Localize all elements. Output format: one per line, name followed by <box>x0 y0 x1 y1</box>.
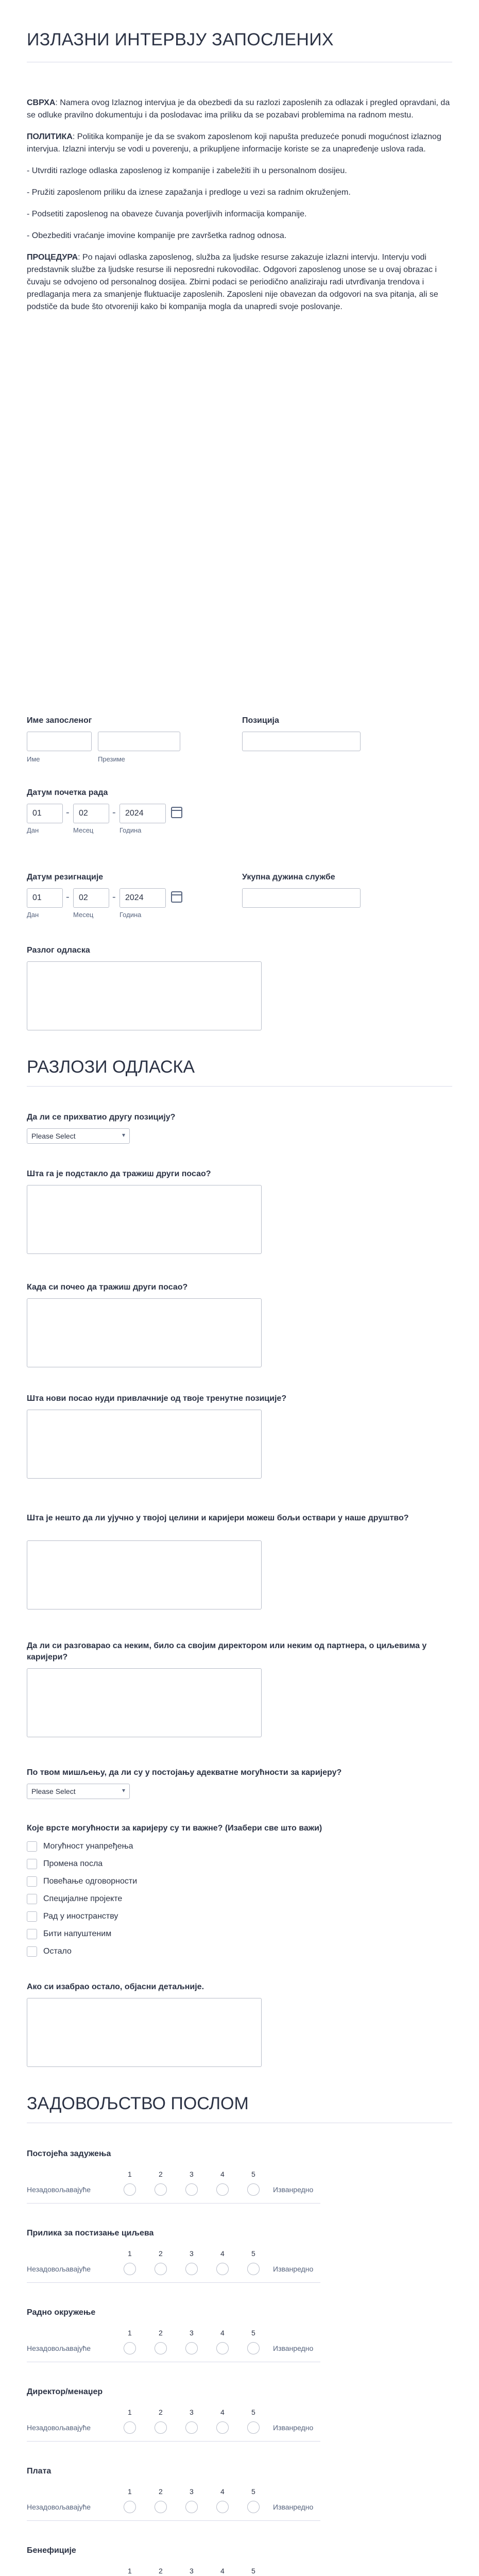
position-label: Позиција <box>242 716 279 725</box>
scale-number: 4 <box>220 2249 225 2258</box>
scale-number: 5 <box>251 2170 255 2178</box>
scale-number: 1 <box>128 2487 132 2496</box>
scale-radio[interactable] <box>185 2183 198 2196</box>
scale-low-label: Незадовољавајуће <box>27 2265 91 2273</box>
calendar-icon[interactable] <box>171 807 182 818</box>
scale-radio[interactable] <box>124 2501 136 2513</box>
scale-radio[interactable] <box>185 2501 198 2513</box>
scale-radio[interactable] <box>185 2263 198 2275</box>
tenure-input[interactable] <box>242 888 361 908</box>
q7-select[interactable]: Please Select ▾ <box>27 1784 130 1799</box>
scale-divider <box>27 2203 320 2204</box>
scale-number: 1 <box>128 2567 132 2575</box>
scale-high-label: Изванредно <box>273 2185 314 2194</box>
intro-text: СВРХА: Namera ovog Izlaznog intervjua je da obezbedi da su razlozi zaposlenih za odlazak i pregled opravdani, da se odluke pravilno dokumentuju i da poslodavac ima priliku da se pozabavi problemima na radnom mestu. ПОЛИТИКА: Politika kompanije je da se svakom zaposlenom koji napušta preduzeće ponudi mogućnost izlaznog intervjua. Izlazni intervju se vodi u poverenju, a prikupljene informacije koriste se za unapređenje uslova rada. - Utvrditi razloge odlaska zaposlenog iz kompanije i zabeležiti ih u personalnom dosijeu. - Pružiti zaposlenom priliku da iznese zapažanja i predloge u vezi sa radnim okruženjem. - Podsetiti zaposlenog na obaveze čuvanja poverljivih informacija kompanije. - Obezbediti vraćanje imovine kompanije pre završetka radnog odnosa. ПРОЦЕДУРА: Po najavi odlaska zaposlenog, služba za ljudske resurse zakazuje izlazni intervju. Intervju vodi predstavnik službe za ljudske resurse ili neposredni rukovodilac. Odgovori zaposlenog unose se u ovaj obrazac i čuvaju se odvojeno od personalnog dosijea. Zbirni podaci se periodično analiziraju radi utvrđivanja trendova i predlaganja mera za smanjenje fluktuacije zaposlenih. Zaposleni nije obavezan da odgovori na sva pitanja, ali se podstiče da bude što otvoreniji kako bi kompanija mogla da unapredi svoje poslovanje. <box>27 98 450 311</box>
start-date-label: Датум почетка рада <box>27 788 108 797</box>
scale-number: 1 <box>128 2408 132 2416</box>
chevron-down-icon: ▾ <box>122 1787 125 1794</box>
scale-radio[interactable] <box>155 2421 167 2434</box>
scale-number: 2 <box>159 2408 163 2416</box>
calendar-icon[interactable] <box>171 891 182 903</box>
scale-divider <box>27 2441 320 2442</box>
scale-radio[interactable] <box>155 2263 167 2275</box>
scale-radio[interactable] <box>185 2421 198 2434</box>
scale-low-label: Незадовољавајуће <box>27 2424 91 2432</box>
resign-date-label: Датум резигнације <box>27 873 104 882</box>
scale-number: 1 <box>128 2170 132 2178</box>
checkbox-option[interactable]: Рад у иностранству <box>27 1911 118 1922</box>
section-reasons-title: РАЗЛОЗИ ОДЛАСКА <box>27 1057 195 1077</box>
checkbox-option[interactable]: Могућност унапређења <box>27 1841 133 1852</box>
q3-textarea[interactable] <box>27 1298 262 1367</box>
scale-radio[interactable] <box>155 2501 167 2513</box>
last-name-sub: Презиме <box>98 755 125 763</box>
q4-label: Шта нови посао нуди привлачније од твоје тренутне позиције? <box>27 1394 287 1403</box>
resign-day-input[interactable]: 01 <box>27 888 63 908</box>
scale-number: 5 <box>251 2408 255 2416</box>
q9-textarea[interactable] <box>27 1998 262 2067</box>
scale-low-label: Незадовољавајуће <box>27 2344 91 2352</box>
resign-month-input[interactable]: 02 <box>73 888 109 908</box>
accepted-other-select[interactable]: Please Select ▾ <box>27 1128 130 1144</box>
employee-name-label: Име запосленог <box>27 716 92 725</box>
reason-textarea[interactable] <box>27 961 262 1030</box>
scale-number: 2 <box>159 2329 163 2337</box>
scale-row-label: Постојећа задужења <box>27 2149 111 2158</box>
q2-textarea[interactable] <box>27 1185 262 1254</box>
scale-radio[interactable] <box>185 2342 198 2354</box>
scale-row-label: Бенефиције <box>27 2546 76 2555</box>
scale-number: 5 <box>251 2567 255 2575</box>
scale-number: 2 <box>159 2567 163 2575</box>
scale-radio[interactable] <box>216 2263 229 2275</box>
scale-radio[interactable] <box>216 2342 229 2354</box>
scale-low-label: Незадовољавајуће <box>27 2503 91 2511</box>
scale-radio[interactable] <box>247 2342 260 2354</box>
q2-label: Шта га је подстакло да тражиш други посао? <box>27 1170 211 1178</box>
scale-radio[interactable] <box>247 2183 260 2196</box>
scale-number: 4 <box>220 2487 225 2496</box>
start-year-input[interactable]: 2024 <box>119 804 166 823</box>
q5-textarea[interactable] <box>27 1540 262 1609</box>
q6-label: Да ли си разговарао са неким, било са својим директором или неким од партнера, о циљевима у каријери? <box>27 1641 427 1662</box>
scale-high-label: Изванредно <box>273 2503 314 2511</box>
last-name-input[interactable] <box>98 732 180 751</box>
scale-radio[interactable] <box>247 2421 260 2434</box>
start-day-input[interactable]: 01 <box>27 804 63 823</box>
q4-textarea[interactable] <box>27 1410 262 1479</box>
scale-number: 5 <box>251 2329 255 2337</box>
checkbox-option[interactable]: Повећање одговорности <box>27 1876 137 1887</box>
scale-number: 3 <box>190 2567 194 2575</box>
scale-radio[interactable] <box>155 2183 167 2196</box>
section-satisfaction-title: ЗАДОВОЉСТВО ПОСЛОМ <box>27 2094 249 2113</box>
checkbox-option[interactable]: Промена посла <box>27 1859 102 1869</box>
scale-number: 3 <box>190 2170 194 2178</box>
page-title: ИЗЛАЗНИ ИНТЕРВЈУ ЗАПОСЛЕНИХ <box>27 30 334 49</box>
scale-row-label: Прилика за постизање циљева <box>27 2229 154 2238</box>
start-month-input[interactable]: 02 <box>73 804 109 823</box>
scale-radio[interactable] <box>216 2183 229 2196</box>
q8-label: Које врсте могућности за каријеру су ти важне? (Изабери све што важи) <box>27 1824 322 1833</box>
position-input[interactable] <box>242 732 361 751</box>
scale-high-label: Изванредно <box>273 2265 314 2273</box>
scale-radio[interactable] <box>247 2501 260 2513</box>
accepted-other-label: Да ли се прихватио другу позицију? <box>27 1113 176 1122</box>
q3-label: Када си почео да тражиш други посао? <box>27 1283 188 1292</box>
q9-label: Ако си изабрао остало, објасни детаљније. <box>27 1982 204 1991</box>
scale-number: 3 <box>190 2329 194 2337</box>
checkbox-option[interactable]: Остало <box>27 1946 72 1957</box>
scale-divider <box>27 2520 320 2521</box>
scale-number: 5 <box>251 2487 255 2496</box>
scale-number: 2 <box>159 2170 163 2178</box>
scale-radio[interactable] <box>124 2421 136 2434</box>
scale-number: 4 <box>220 2170 225 2178</box>
scale-high-label: Изванредно <box>273 2344 314 2352</box>
tenure-label: Укупна дужина службе <box>242 873 335 882</box>
scale-row-label: Плата <box>27 2467 52 2476</box>
reason-label: Разлог одласка <box>27 946 90 955</box>
first-name-input[interactable] <box>27 732 92 751</box>
resign-year-input[interactable]: 2024 <box>119 888 166 908</box>
scale-number: 4 <box>220 2329 225 2337</box>
scale-number: 1 <box>128 2329 132 2337</box>
scale-radio[interactable] <box>155 2342 167 2354</box>
scale-number: 3 <box>190 2408 194 2416</box>
scale-high-label: Изванредно <box>273 2424 314 2432</box>
scale-low-label: Незадовољавајуће <box>27 2185 91 2194</box>
scale-divider <box>27 2282 320 2283</box>
scale-number: 5 <box>251 2249 255 2258</box>
scale-number: 2 <box>159 2249 163 2258</box>
scale-radio[interactable] <box>124 2342 136 2354</box>
form-page: ИЗЛАЗНИ ИНТЕРВЈУ ЗАПОСЛЕНИХ СВРХА: Namera ovog Izlaznog intervjua je da obezbedi da su razlozi zaposlenih za odlazak i pregled opravdani, da se odluke pravilno dokumentuju i da poslodavac ima priliku da se pozabavi problemima na radnom mestu. ПОЛИТИКА: Politika kompanije je da se svakom zaposlenom koji napušta preduzeće ponudi mogućnost izlaznog intervjua. Izlazni intervju se vodi u poverenju, a prikupljene informacije koriste se za unapređenje uslova rada. - Utvrditi razloge odlaska zaposlenog iz kompanije i zabeležiti ih u personalnom dosijeu. - Pružiti zaposlenom priliku da iznese zapažanja i predloge u vezi sa radnim okruženjem. - Podsetiti zaposlenog na obaveze čuvanja poverljivih informacija kompanije. - Obezbediti vraćanje imovine kompanije pre završetka radnog odnosa. ПРОЦЕДУРА: Po najavi odlaska zaposlenog, služba za ljudske resurse zakazuje izlazni intervju. Intervju vodi predstavnik službe za ljudske resurse ili neposredni rukovodilac. Odgovori zaposlenog unose se u ovaj obrazac i čuvaju se odvojeno od personalnog dosijea. Zbirni podaci se periodično analiziraju radi utvrđivanja trendova i predlaganja mera za smanjenje fluktuacije zaposlenih. Zaposleni nije obavezan da odgovori na sva pitanja, ali se podstiče da bude što otvoreniji kako bi kompanija mogla da unapredi svoje poslovanje. Име запосленог Име Презиме Позиција Датум почетка рада 01 - 02 - 2024 Дан Месец Година Датум резигнације 01 - 02 - 2024 Дан Месец Година Укупна дужина службе Разлог одласка РАЗЛОЗИ ОДЛАСКА Да ли се прихватио другу позицију? Please Select ▾ Шта га је подстакло да тражиш други посао? Када си почео да тражиш други посао? Шта нови посао нуди привлачније од твоје тренутне позиције? Шта је нешто да ли ујучно у твојој целини и каријери можеш бољи оствари у наше друштво? Да ли си разговарао са неким, било са својим директором или неким од партнера, о циљевима у каријери? По твом мишљењу, да ли су у постојању адекватне могућности за каријеру? Please Select ▾ Које врсте могућности за каријеру су ти важне? (Изабери све што важи) Могућност унапређења Промена посла Повећање одговорности Специјалне пројекте Рад у иностранству Бити напуштеним Остало Ако си изабрао остало, објасни детаљније. ЗАДОВОЉСТВО ПОСЛОМ Постојећа задужења 1 2 3 4 5 Незадовољавајуће Изванредно Прилика за постизање циљева 1 2 3 4 5 Незадовољавајуће Изванредно Радно окружење 1 2 3 4 5 Незадовољавајуће Изванредно Директор/менаџер 1 2 3 4 5 Незадовољавајуће Изванредно Плата 1 2 3 4 5 Незадовољавајуће Изванредно Бенефиције 1 2 3 4 5 <box>0 0 479 2576</box>
scale-number: 3 <box>190 2249 194 2258</box>
scale-radio[interactable] <box>216 2501 229 2513</box>
chevron-down-icon: ▾ <box>122 1131 125 1139</box>
scale-row-label: Радно окружење <box>27 2308 96 2317</box>
checkbox-option[interactable]: Специјалне пројекте <box>27 1894 122 1904</box>
scale-number: 4 <box>220 2567 225 2575</box>
checkbox-option[interactable]: Бити напуштеним <box>27 1929 111 1939</box>
scale-number: 1 <box>128 2249 132 2258</box>
first-name-sub: Име <box>27 755 40 763</box>
scale-row-label: Директор/менаџер <box>27 2387 103 2396</box>
scale-radio[interactable] <box>247 2263 260 2275</box>
scale-number: 2 <box>159 2487 163 2496</box>
scale-radio[interactable] <box>124 2183 136 2196</box>
q5-label: Шта је нешто да ли ујучно у твојој целини и каријери можеш бољи оствари у наше друштво? <box>27 1514 409 1522</box>
scale-number: 4 <box>220 2408 225 2416</box>
q7-label: По твом мишљењу, да ли су у постојању адекватне могућности за каријеру? <box>27 1768 342 1777</box>
scale-radio[interactable] <box>124 2263 136 2275</box>
scale-radio[interactable] <box>216 2421 229 2434</box>
scale-number: 3 <box>190 2487 194 2496</box>
q6-textarea[interactable] <box>27 1668 262 1737</box>
